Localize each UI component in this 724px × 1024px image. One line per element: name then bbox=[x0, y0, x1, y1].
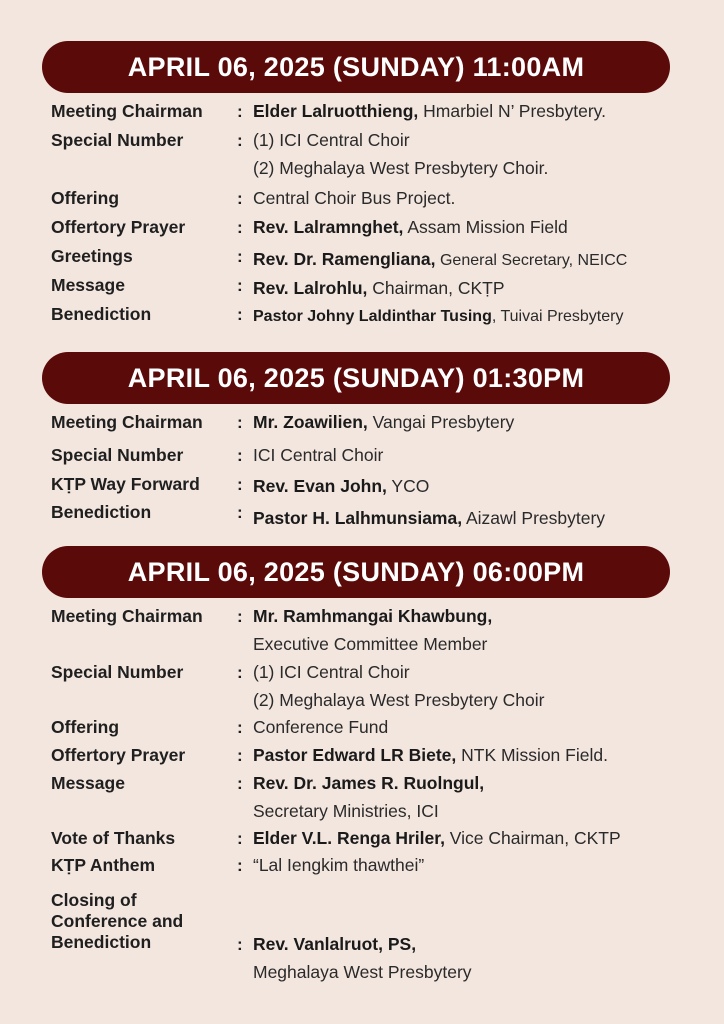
value-detail: (2) Meghalaya West Presbytery Choir bbox=[253, 690, 545, 710]
value-name: Rev. Dr. James R. Ruolngul, bbox=[253, 773, 485, 793]
value-name: Mr. Ramhmangai Khawbung, bbox=[253, 606, 493, 626]
value-detail: YCO bbox=[386, 476, 430, 496]
value-detail: Chairman, CKṬP bbox=[367, 278, 505, 298]
colon-separator: : bbox=[237, 189, 243, 208]
value-detail: (1) ICI Central Choir bbox=[253, 662, 410, 682]
value-detail: (1) ICI Central Choir bbox=[253, 130, 410, 150]
colon-separator: : bbox=[237, 746, 243, 765]
value-detail: (2) Meghalaya West Presbytery Choir. bbox=[253, 158, 549, 178]
colon-separator: : bbox=[237, 829, 243, 848]
row-label: Vote of Thanks bbox=[51, 828, 176, 848]
value-detail: Vice Chairman, CKTP bbox=[444, 828, 621, 848]
row-value bbox=[253, 445, 693, 469]
value-name: Elder V.L. Renga Hriler, bbox=[253, 828, 445, 848]
row-label: Meeting Chairman bbox=[51, 606, 203, 626]
colon-separator: : bbox=[237, 475, 243, 494]
value-detail: Assam Mission Field bbox=[403, 217, 568, 237]
colon-separator: : bbox=[237, 413, 243, 432]
row-value bbox=[253, 745, 693, 769]
colon-separator: : bbox=[237, 247, 243, 266]
value-detail: Central Choir Bus Project. bbox=[253, 188, 456, 208]
value-name: Mr. Zoawilien, bbox=[253, 412, 368, 432]
value-name: Rev. Evan John, bbox=[253, 476, 387, 496]
value-detail: “Lal Iengkim thawthei” bbox=[253, 855, 425, 875]
row-value bbox=[253, 217, 693, 241]
row-label: Message bbox=[51, 773, 125, 793]
row-value bbox=[253, 412, 693, 436]
row-value bbox=[253, 606, 693, 658]
row-value bbox=[253, 508, 693, 532]
value-name: Pastor H. Lalhmunsiama, bbox=[253, 508, 463, 528]
colon-separator: : bbox=[237, 218, 243, 237]
row-label: KṬP Anthem bbox=[51, 855, 156, 875]
row-value bbox=[253, 662, 693, 714]
value-name: Rev. Lalramnghet, bbox=[253, 217, 404, 237]
row-value bbox=[253, 130, 693, 182]
row-label: Offering bbox=[51, 717, 120, 737]
row-value bbox=[253, 855, 693, 879]
row-label: Meeting Chairman bbox=[51, 412, 203, 432]
colon-separator: : bbox=[237, 446, 243, 465]
row-label: Benediction bbox=[51, 502, 152, 522]
colon-separator: : bbox=[237, 305, 243, 324]
colon-separator: : bbox=[237, 607, 243, 626]
value-detail: ICI Central Choir bbox=[253, 445, 384, 465]
row-label: Meeting Chairman bbox=[51, 101, 203, 121]
row-label: Benediction bbox=[51, 304, 152, 324]
section-1-banner bbox=[42, 41, 670, 93]
row-value bbox=[253, 476, 693, 500]
value-name: Pastor Edward LR Biete, bbox=[253, 745, 457, 765]
row-value bbox=[253, 934, 693, 986]
value-detail: Secretary Ministries, ICI bbox=[253, 801, 439, 821]
section-1-title: APRIL 06, 2025 (SUNDAY) 11:00AM bbox=[127, 51, 585, 82]
row-value bbox=[253, 249, 693, 273]
section-2-banner bbox=[42, 352, 670, 404]
row-label: Offertory Prayer bbox=[51, 745, 186, 765]
colon-separator: : bbox=[237, 503, 243, 522]
value-detail: General Secretary, NEICC bbox=[435, 252, 628, 269]
value-detail: NTK Mission Field. bbox=[456, 745, 608, 765]
section-2-title: APRIL 06, 2025 (SUNDAY) 01:30PM bbox=[127, 362, 585, 393]
value-name: Rev. Vanlalruot, PS, bbox=[253, 934, 417, 954]
value-name: Pastor Johny Laldinthar Tusing bbox=[253, 308, 492, 325]
value-detail: Aizawl Presbytery bbox=[462, 508, 606, 528]
value-name: Rev. Lalrohlu, bbox=[253, 278, 368, 298]
colon-separator: : bbox=[237, 774, 243, 793]
row-label: Closing of Conference and Benediction bbox=[51, 890, 184, 952]
value-detail: Vangai Presbytery bbox=[367, 412, 515, 432]
value-detail: Conference Fund bbox=[253, 717, 389, 737]
value-name: Elder Lalruotthieng, bbox=[253, 101, 419, 121]
value-detail: , Tuivai Presbytery bbox=[491, 308, 624, 325]
value-detail: Executive Committee Member bbox=[253, 634, 488, 654]
row-label: Offertory Prayer bbox=[51, 217, 186, 237]
value-detail: Hmarbiel N’ Presbytery. bbox=[418, 101, 606, 121]
value-name: Rev. Dr. Ramengliana, bbox=[253, 249, 436, 269]
row-value bbox=[253, 278, 693, 302]
row-label: Special Number bbox=[51, 445, 184, 465]
colon-separator: : bbox=[237, 102, 243, 121]
value-detail: Meghalaya West Presbytery bbox=[253, 962, 472, 982]
colon-separator: : bbox=[237, 935, 243, 954]
row-value bbox=[253, 101, 693, 125]
row-label: Special Number bbox=[51, 662, 184, 682]
colon-separator: : bbox=[237, 276, 243, 295]
row-value bbox=[253, 828, 693, 852]
colon-separator: : bbox=[237, 718, 243, 737]
row-label: Special Number bbox=[51, 130, 184, 150]
row-value bbox=[253, 188, 693, 212]
section-3-title: APRIL 06, 2025 (SUNDAY) 06:00PM bbox=[127, 556, 585, 587]
row-label: Message bbox=[51, 275, 125, 295]
colon-separator: : bbox=[237, 663, 243, 682]
colon-separator: : bbox=[237, 131, 243, 150]
row-value bbox=[253, 717, 693, 741]
row-label: Greetings bbox=[51, 246, 133, 266]
row-value bbox=[253, 773, 693, 825]
row-label: KṬP Way Forward bbox=[51, 474, 200, 494]
row-label: Offering bbox=[51, 188, 120, 208]
row-value bbox=[253, 307, 693, 331]
colon-separator: : bbox=[237, 856, 243, 875]
section-3-banner bbox=[42, 546, 670, 598]
